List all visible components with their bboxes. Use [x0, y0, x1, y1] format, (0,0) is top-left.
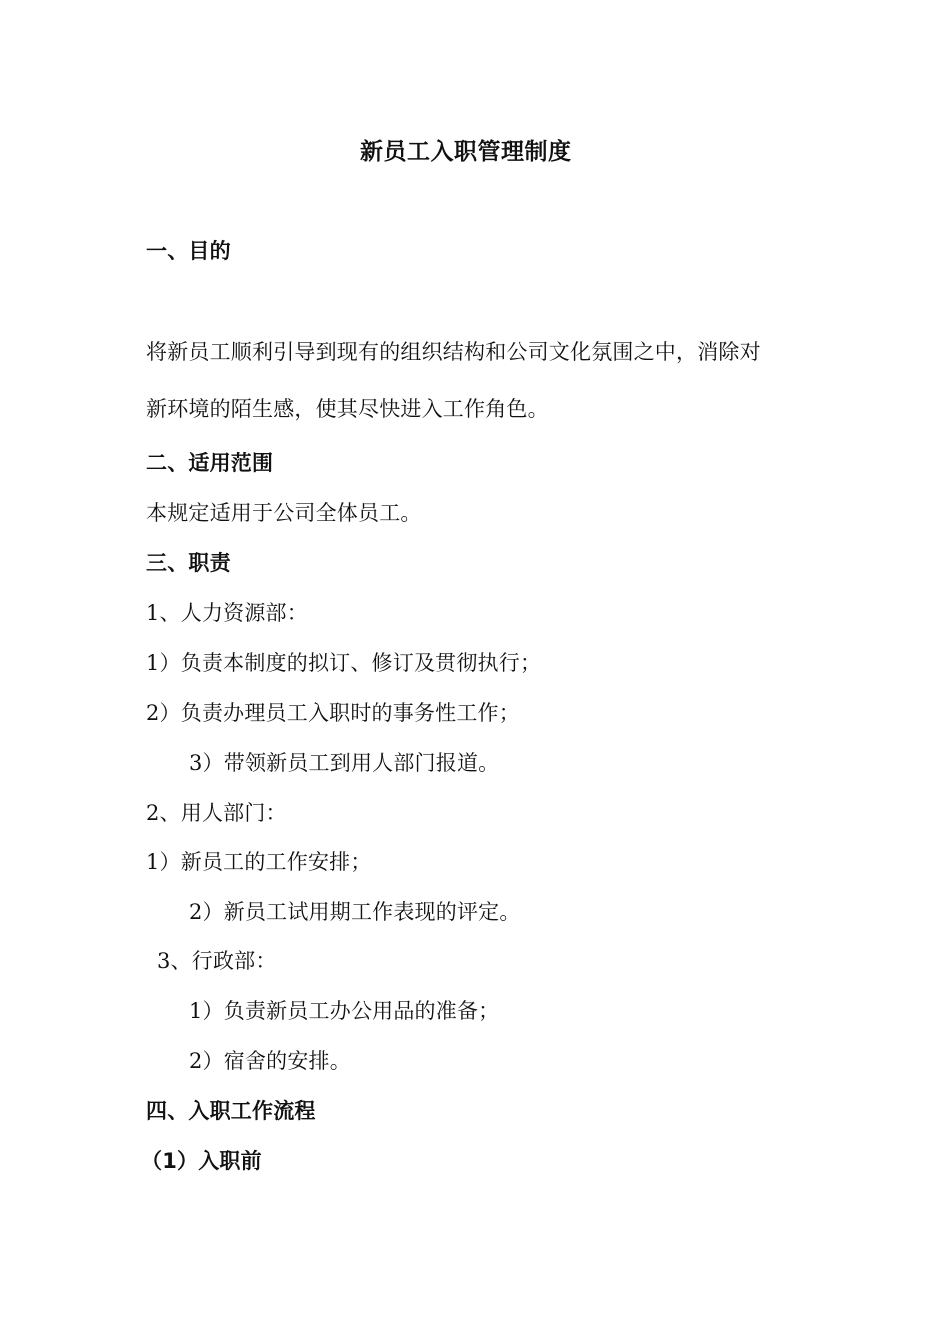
admin-item-1: 1）负责新员工办公用品的准备；: [189, 999, 500, 1023]
section-1-paragraph-line-2: 新环境的陌生感，使其尽快进入工作角色。: [146, 397, 549, 421]
section-2-paragraph: 本规定适用于公司全体员工。: [146, 501, 422, 525]
hr-item-2: 2）负责办理员工入职时的事务性工作；: [146, 701, 520, 725]
hr-item-1: 1）负责本制度的拟订、修订及贯彻执行；: [146, 651, 542, 675]
section-3-heading: 三、职责: [146, 551, 231, 575]
admin-item-2: 2）宿舍的安排。: [189, 1049, 351, 1073]
section-1-paragraph-line-1: 将新员工顺利引导到现有的组织结构和公司文化氛围之中，消除对: [146, 340, 761, 364]
section-4-heading: 四、入职工作流程: [146, 1099, 316, 1123]
hr-item-3: 3）带领新员工到用人部门报道。: [189, 751, 500, 775]
hr-department-label: 1、人力资源部：: [146, 601, 308, 625]
admin-department-label: 3、行政部：: [157, 949, 277, 973]
section-1-heading: 一、目的: [146, 239, 231, 263]
user-department-item-2: 2）新员工试用期工作表现的评定。: [189, 900, 521, 924]
page-title: 新员工入职管理制度: [360, 139, 572, 165]
user-department-label: 2、用人部门：: [146, 801, 287, 825]
section-2-heading: 二、适用范围: [146, 451, 274, 475]
user-department-item-1: 1）新员工的工作安排；: [146, 850, 372, 874]
section-4-subheading-1: （1）入职前: [141, 1149, 262, 1173]
